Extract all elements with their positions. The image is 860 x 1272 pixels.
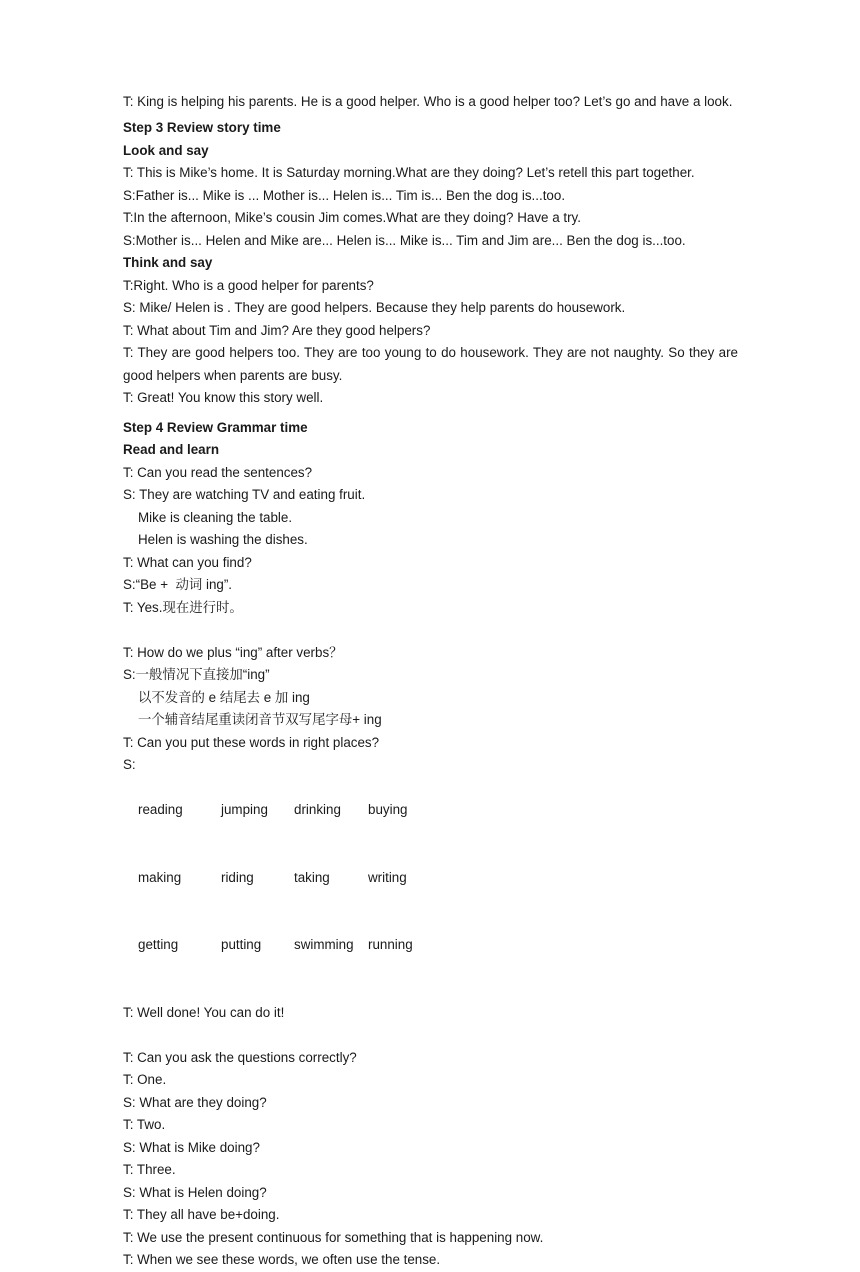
dialogue-line: T: Can you read the sentences? xyxy=(123,464,313,480)
dialogue-line: T: They all have be+doing. xyxy=(123,1207,280,1222)
word-cell: buying xyxy=(368,802,408,817)
dialogue-line: T: How do we plus “ing” after verbs？ xyxy=(123,644,343,660)
dialogue-line: T:In the afternoon, Mike’s cousin Jim comes.What are they doing? Have a try. xyxy=(123,210,581,225)
dialogue-line: S:Mother is... Helen and Mike are... Helen is... Mike is... Tim and Jim are... Ben the dog is...too. xyxy=(123,232,686,248)
step3-heading: Step 3 Review story time xyxy=(123,120,281,135)
word-cell: drinking xyxy=(294,802,341,817)
document-page xyxy=(123,88,738,1272)
dialogue-line: S: They are watching TV and eating fruit. xyxy=(123,487,366,502)
word-cell: putting xyxy=(221,937,262,952)
word-cell: running xyxy=(368,937,413,952)
look-and-say-heading: Look and say xyxy=(123,142,209,158)
word-grid xyxy=(138,754,448,1002)
dialogue-line: T: Well done! You can do it! xyxy=(123,1004,285,1020)
dialogue-line-indented: 一个辅音结尾重读闭音节双写尾字母+ ing xyxy=(138,712,382,727)
dialogue-line: T:Right. Who is a good helper for parents? xyxy=(123,277,374,293)
word-row xyxy=(138,799,448,822)
dialogue-line: T: They are good helpers too. They are too young to do housework. They are not naughty. So they are good helpers when parents are busy. xyxy=(123,345,738,383)
dialogue-line: S: What is Helen doing? xyxy=(123,1184,267,1200)
word-cell: writing xyxy=(368,869,407,885)
word-row xyxy=(138,934,448,957)
dialogue-line-indented: Mike is cleaning the table. xyxy=(138,509,293,525)
dialogue-line: T: Two. xyxy=(123,1117,166,1132)
intro-paragraph: T: King is helping his parents. He is a good helper. Who is a good helper too? Let’s go and have a look. xyxy=(123,94,733,109)
dialogue-line: T: Three. xyxy=(123,1162,176,1177)
word-cell: reading xyxy=(138,802,183,817)
word-table-prefix: S: xyxy=(123,757,140,772)
dialogue-line-indented: Helen is washing the dishes. xyxy=(138,532,308,547)
read-and-learn-heading: Read and learn xyxy=(123,442,219,457)
dialogue-line: T: When we see these words, we often use the tense. xyxy=(123,1252,441,1267)
dialogue-line: T: Great! You know this story well. xyxy=(123,390,324,405)
dialogue-line: S:Father is... Mike is ... Mother is... Helen is... Tim is... Ben the dog is...too. xyxy=(123,187,566,203)
word-row xyxy=(138,867,448,890)
dialogue-line: T: Can you put these words in right places? xyxy=(123,734,380,750)
dialogue-line: S:“Be + 动词 ing”. xyxy=(123,577,233,592)
word-cell: swimming xyxy=(294,937,354,952)
dialogue-line: T: What can you find? xyxy=(123,554,252,570)
dialogue-line: T: We use the present continuous for something that is happening now. xyxy=(123,1229,544,1245)
word-table xyxy=(123,754,738,1002)
word-cell: taking xyxy=(294,869,330,885)
dialogue-line: T: Can you ask the questions correctly? xyxy=(123,1049,357,1065)
blank-line xyxy=(123,1024,738,1047)
blank-line xyxy=(123,619,738,642)
dialogue-line: S: Mike/ Helen is . They are good helpers. Because they help parents do housework. xyxy=(123,300,626,315)
word-cell: jumping xyxy=(221,802,268,817)
dialogue-line-indented: 以不发音的 e 结尾去 e 加 ing xyxy=(138,689,310,705)
dialogue-line: S: What is Mike doing? xyxy=(123,1139,260,1155)
dialogue-line: T: What about Tim and Jim? Are they good helpers? xyxy=(123,322,431,338)
dialogue-line: S: What are they doing? xyxy=(123,1094,267,1110)
dialogue-line: T: This is Mike’s home. It is Saturday morning.What are they doing? Let’s retell this part together. xyxy=(123,165,695,180)
dialogue-line: T: One. xyxy=(123,1072,167,1087)
step4-heading: Step 4 Review Grammar time xyxy=(123,419,308,435)
word-cell: making xyxy=(138,869,182,885)
word-cell: getting xyxy=(138,937,179,952)
think-and-say-heading: Think and say xyxy=(123,255,213,270)
dialogue-line: S:一般情况下直接加“ing” xyxy=(123,667,270,682)
dialogue-line: T: Yes.现在进行时。 xyxy=(123,599,243,615)
word-cell: riding xyxy=(221,869,254,885)
